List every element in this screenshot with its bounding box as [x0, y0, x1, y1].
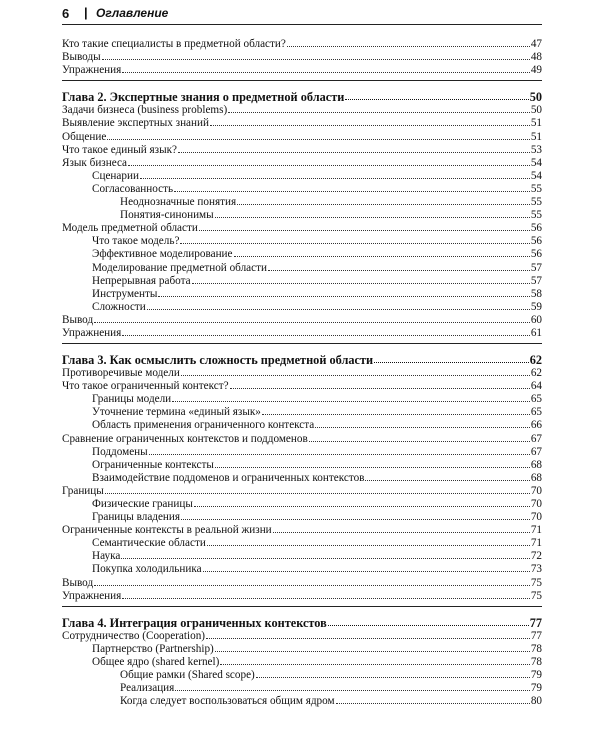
toc-entry-page: 55: [530, 209, 542, 222]
dot-leader: [374, 361, 529, 363]
toc-entry[interactable]: [62, 642, 542, 655]
dot-leader: [273, 531, 530, 533]
toc-entry[interactable]: [62, 484, 542, 497]
toc-entry[interactable]: [62, 37, 542, 50]
dot-leader: [315, 426, 530, 428]
toc-entry-title: Сотрудничество (Cooperation): [62, 629, 206, 642]
dot-leader: [149, 453, 530, 455]
toc-entry[interactable]: [62, 129, 542, 142]
dot-leader: [147, 308, 530, 310]
toc-chapter-page: 62: [529, 352, 542, 367]
toc-entry-page: 71: [530, 524, 542, 537]
toc-entry-title: Вывод: [62, 313, 94, 326]
toc-entry-page: 68: [530, 458, 542, 471]
dot-leader: [365, 479, 529, 481]
toc-entry-page: 60: [530, 313, 542, 326]
toc-entry[interactable]: [62, 260, 542, 273]
toc-entry-title: Сценарии: [92, 169, 139, 182]
dot-leader: [215, 650, 530, 652]
toc-entry-page: 75: [530, 589, 542, 602]
toc-entry[interactable]: [62, 655, 542, 668]
toc-entry-title: Уточнение термина «единый язык»: [92, 406, 261, 419]
toc-entry-title: Кто такие специалисты в предметной области?: [62, 38, 286, 51]
toc-entry-page: 59: [530, 300, 542, 313]
dot-leader: [107, 138, 530, 140]
toc-entry-title: Ограниченные контексты: [92, 458, 214, 471]
toc-entry-page: 48: [530, 51, 542, 64]
dot-leader: [215, 466, 530, 468]
toc-entry-page: 57: [530, 274, 542, 287]
toc-entry-title: Выявление экспертных знаний: [62, 117, 209, 130]
dot-leader: [158, 295, 529, 297]
toc-entry-page: 70: [530, 484, 542, 497]
toc-entry-page: 62: [530, 367, 542, 380]
dot-leader: [228, 111, 530, 113]
toc-entry-title: Ограниченные контексты в реальной жизни: [62, 524, 272, 537]
toc-entry-title: Сложности: [92, 300, 146, 313]
toc-entry-page: 71: [530, 537, 542, 550]
dot-leader: [178, 151, 530, 153]
dot-leader: [105, 492, 530, 494]
toc-entry-page: 53: [530, 143, 542, 156]
dot-leader: [122, 71, 530, 73]
dot-leader: [181, 374, 530, 376]
toc-entry-title: Упражнения: [62, 64, 122, 77]
dot-leader: [180, 242, 529, 244]
toc-entry-page: 66: [530, 419, 542, 432]
toc-entry-page: 47: [530, 38, 542, 51]
toc-entry[interactable]: [62, 274, 542, 287]
toc-entry[interactable]: [62, 458, 542, 471]
toc-entry-title: Когда следует воспользоваться общим ядром: [120, 695, 335, 708]
toc-entry-title: Упражнения: [62, 589, 122, 602]
dot-leader: [192, 282, 530, 284]
toc-entry[interactable]: [62, 418, 542, 431]
toc-entry-title: Сравнение ограниченных контекстов и поддоменов: [62, 432, 308, 445]
dot-leader: [174, 190, 530, 192]
dot-leader: [234, 255, 530, 257]
toc-entry-title: Физические границы: [92, 498, 193, 510]
dot-leader: [172, 400, 530, 402]
toc-entry-title: Что такое единый язык?: [62, 143, 178, 156]
toc-entry[interactable]: [62, 50, 542, 63]
toc-entry-page: 51: [530, 117, 542, 130]
toc-chapter-page: 77: [529, 615, 542, 630]
chapter-divider: [62, 80, 542, 81]
dot-leader: [336, 702, 530, 704]
toc-entry-page: 72: [530, 550, 542, 563]
toc-entry[interactable]: [62, 523, 542, 536]
toc-entry[interactable]: [62, 313, 542, 326]
dot-leader: [140, 177, 530, 179]
toc-entry[interactable]: [62, 221, 542, 234]
toc-entry-page: 73: [530, 563, 542, 576]
toc-entry[interactable]: [62, 287, 542, 300]
dot-leader: [194, 505, 530, 507]
toc-entry-title: Понятия-синонимы: [120, 209, 214, 222]
toc-entry-page: 57: [530, 261, 542, 274]
toc-entry-page: 55: [530, 196, 542, 209]
page-number: 6: [62, 6, 70, 21]
toc-entry-page: 55: [530, 182, 542, 195]
toc-entry-page: 65: [530, 406, 542, 419]
toc-chapter-page: 50: [529, 90, 542, 105]
toc-entry[interactable]: [62, 562, 542, 575]
toc-entry[interactable]: [62, 549, 542, 562]
toc-chapter[interactable]: [62, 87, 542, 103]
toc-entry[interactable]: [62, 445, 542, 458]
toc-entry-title: Что такое модель?: [92, 235, 180, 248]
toc-entry-title: Границы владения: [92, 511, 181, 524]
toc-entry[interactable]: [62, 510, 542, 523]
dot-leader: [328, 624, 529, 626]
toc-entry-title: Границы модели: [92, 393, 172, 406]
toc-entry[interactable]: [62, 536, 542, 549]
dot-leader: [102, 58, 530, 60]
toc-entry[interactable]: [62, 668, 542, 681]
dot-leader: [345, 98, 528, 100]
table-of-contents: [62, 37, 542, 707]
header-separator: |: [84, 5, 88, 20]
toc-entry-title: Что такое ограниченный контекст?: [62, 380, 229, 393]
toc-entry[interactable]: [62, 300, 542, 313]
toc-entry[interactable]: [62, 208, 542, 221]
toc-entry[interactable]: [62, 392, 542, 405]
toc-entry[interactable]: [62, 103, 542, 116]
toc-chapter-title: Глава 4. Интеграция ограниченных контекстов: [62, 615, 327, 630]
toc-entry[interactable]: [62, 379, 542, 392]
toc-entry-page: 64: [530, 380, 542, 393]
toc-entry[interactable]: [62, 234, 542, 247]
toc-entry-page: 79: [530, 669, 542, 682]
toc-entry-title: Поддомены: [92, 445, 148, 458]
toc-entry-page: 56: [530, 222, 542, 235]
toc-entry[interactable]: [62, 247, 542, 260]
toc-entry-title: Задачи бизнеса (business problems): [62, 104, 228, 117]
toc-entry-page: 58: [530, 287, 542, 300]
dot-leader: [206, 637, 530, 639]
dot-leader: [207, 544, 530, 546]
toc-entry[interactable]: [62, 497, 542, 510]
toc-entry-page: 56: [530, 235, 542, 248]
dot-leader: [210, 124, 530, 126]
toc-chapter[interactable]: [62, 613, 542, 629]
toc-entry[interactable]: [62, 575, 542, 588]
toc-entry-title: Эффективное моделирование: [92, 248, 233, 261]
toc-entry-title: Общее ядро (shared kernel): [92, 655, 220, 668]
toc-entry-page: 70: [530, 498, 542, 510]
toc-entry[interactable]: [62, 156, 542, 169]
toc-entry-page: 68: [530, 471, 542, 484]
toc-entry-page: 49: [530, 64, 542, 77]
dot-leader: [220, 663, 529, 665]
toc-entry-title: Общение: [62, 130, 107, 143]
toc-entry-page: 54: [530, 169, 542, 182]
dot-leader: [199, 229, 530, 231]
toc-entry-title: Взаимодействие поддоменов и ограниченных контекстов: [92, 471, 365, 484]
toc-entry-title: Семантические области: [92, 537, 206, 550]
toc-entry-title: Язык бизнеса: [62, 156, 128, 169]
toc-chapter-title: Глава 2. Экспертные знания о предметной области: [62, 90, 345, 105]
dot-leader: [122, 334, 530, 336]
toc-entry[interactable]: [62, 471, 542, 484]
toc-entry-page: 77: [530, 629, 542, 642]
toc-entry-title: Противоречивые модели: [62, 367, 180, 380]
toc-entry-title: Согласованность: [92, 182, 174, 195]
toc-entry-page: 65: [530, 393, 542, 406]
toc-entry-title: Наука: [92, 550, 121, 563]
toc-entry-page: 75: [530, 576, 542, 589]
toc-entry[interactable]: [62, 366, 542, 379]
toc-entry[interactable]: [62, 694, 542, 707]
dot-leader: [309, 440, 530, 442]
toc-entry-title: Инструменты: [92, 287, 158, 300]
dot-leader: [122, 597, 530, 599]
dot-leader: [175, 689, 529, 691]
toc-entry-page: 61: [530, 326, 542, 339]
dot-leader: [203, 570, 530, 572]
toc-entry[interactable]: [62, 405, 542, 418]
toc-entry-title: Непрерывная работа: [92, 274, 191, 287]
toc-entry-title: Неоднозначные понятия: [120, 196, 237, 209]
chapter-divider: [62, 343, 542, 344]
dot-leader: [94, 321, 530, 323]
toc-entry-page: 50: [530, 104, 542, 117]
toc-entry-page: 56: [530, 248, 542, 261]
toc-entry-title: Общие рамки (Shared scope): [120, 669, 255, 682]
toc-entry[interactable]: [62, 143, 542, 156]
toc-entry-title: Покупка холодильника: [92, 563, 202, 576]
toc-entry[interactable]: [62, 629, 542, 642]
toc-entry[interactable]: [62, 681, 542, 694]
toc-entry[interactable]: [62, 63, 542, 76]
dot-leader: [287, 45, 530, 47]
dot-leader: [268, 269, 530, 271]
toc-entry[interactable]: [62, 195, 542, 208]
toc-entry-page: 79: [530, 682, 542, 695]
toc-entry-title: Партнерство (Partnership): [92, 642, 214, 655]
dot-leader: [181, 518, 530, 520]
toc-entry-page: 80: [530, 695, 542, 708]
dot-leader: [121, 557, 530, 559]
toc-chapter-title: Глава 3. Как осмыслить сложность предметной области: [62, 352, 374, 367]
toc-entry-title: Выводы: [62, 51, 101, 64]
header-title: Оглавление: [96, 6, 169, 20]
toc-entry-page: 67: [530, 445, 542, 458]
toc-entry[interactable]: [62, 431, 542, 444]
dot-leader: [230, 387, 530, 389]
toc-entry-page: 78: [530, 642, 542, 655]
toc-chapter[interactable]: [62, 350, 542, 366]
toc-entry-title: Границы: [62, 484, 104, 497]
toc-entry-title: Моделирование предметной области: [92, 261, 267, 274]
dot-leader: [237, 203, 530, 205]
toc-entry-page: 67: [530, 432, 542, 445]
toc-entry-page: 54: [530, 156, 542, 169]
dot-leader: [215, 216, 530, 218]
running-header: [62, 4, 542, 25]
dot-leader: [128, 164, 530, 166]
toc-entry-title: Модель предметной области: [62, 222, 198, 235]
toc-entry-page: 70: [530, 511, 542, 524]
toc-entry-page: 78: [530, 655, 542, 668]
toc-entry-title: Вывод: [62, 576, 94, 589]
toc-entry-title: Упражнения: [62, 326, 122, 339]
toc-entry[interactable]: [62, 589, 542, 602]
toc-entry[interactable]: [62, 116, 542, 129]
toc-entry-title: Область применения ограниченного контекста: [92, 419, 315, 432]
toc-entry[interactable]: [62, 326, 542, 339]
toc-entry[interactable]: [62, 169, 542, 182]
toc-entry[interactable]: [62, 182, 542, 195]
dot-leader: [262, 413, 530, 415]
dot-leader: [256, 676, 530, 678]
dot-leader: [94, 584, 530, 586]
chapter-divider: [62, 606, 542, 607]
toc-entry-page: 51: [530, 130, 542, 143]
toc-entry-title: Реализация: [120, 682, 175, 695]
